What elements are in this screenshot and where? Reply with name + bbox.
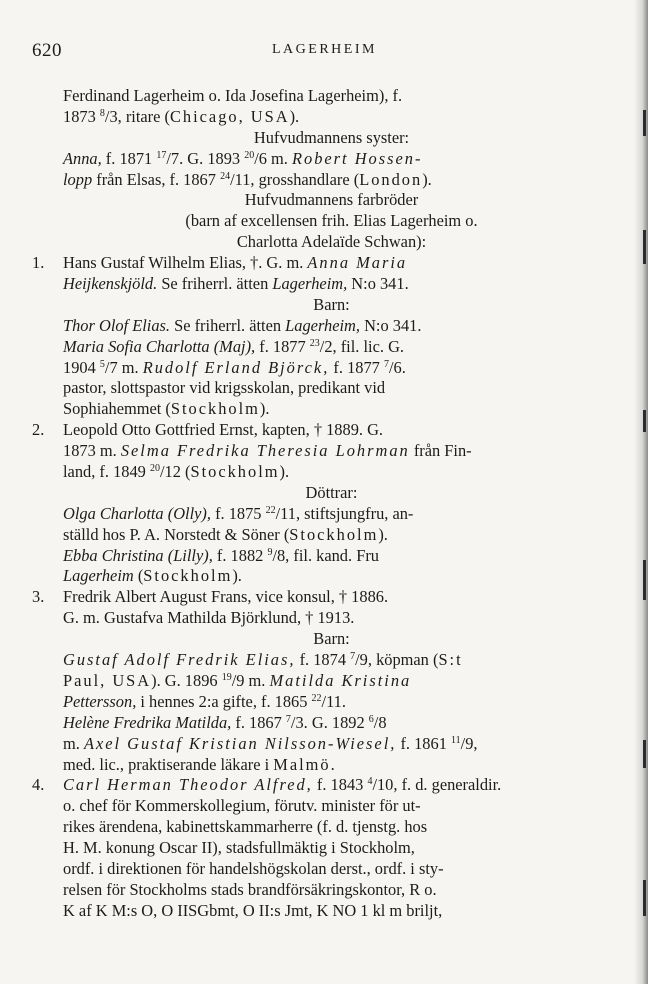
text-segment: Leopold Otto Gottfried Ernst, kapten, † 1889. G. [63,420,384,440]
text-segment: ). [259,399,270,419]
name-italic: Carl Herman Theodor Alfred, [63,775,313,795]
name-italic: Pettersson, [63,691,137,711]
text-line [32,170,600,191]
text-segment: ( [133,566,144,586]
entry-number: 4. [32,775,45,795]
text-segment: 1904 [63,357,100,377]
text-line [32,775,600,796]
text-segment: rikes ärendena, kabinettskammarherre (f. d. tjenstg. hos [63,817,428,837]
text-segment: ställd hos P. A. Norstedt & Söner ( [63,524,290,544]
text-segment: Barn: [313,294,350,314]
name-italic: Matilda Kristina [269,670,412,690]
text-segment: N:o 341. [347,274,409,294]
text-line [32,671,600,692]
text-segment: ). [232,566,242,586]
name-italic: Thor Olof Elias. [63,315,171,335]
text-segment: ordf. i direktionen för handelshögskolan derst., ordf. i sty- [63,858,444,878]
edge-mark [643,230,646,264]
text-line [32,901,600,922]
genealogy-text-body [32,86,600,922]
text-line [32,358,600,379]
date-superscript: 11 [451,734,461,746]
date-superscript: 20 [149,463,160,475]
section-heading-line [32,629,600,650]
date-superscript: 6 [368,713,374,725]
name-italic: Heijkenskjöld. [63,274,158,294]
text-line [32,817,600,838]
edge-mark [643,110,646,136]
text-segment: Se friherrl. ätten [170,315,286,335]
section-heading-line [32,295,600,316]
entry-number: 2. [32,420,45,440]
text-segment: ). G. 1896 [151,670,222,690]
text-segment: Stockholm [190,462,280,482]
name-italic: Anna Maria [307,253,408,273]
text-line [32,859,600,880]
section-heading-line [32,211,600,232]
text-segment: Stockholm [289,524,379,544]
text-segment: f. 1877 [329,357,384,377]
text-line [32,316,600,337]
text-segment: /12 ( [159,462,191,482]
text-segment: f. 1882 [212,545,268,565]
page-number: 620 [32,40,62,61]
text-line [32,274,600,295]
section-heading-line [32,190,600,211]
text-segment: /11. [321,691,346,711]
name-italic: Ebba Christina (Lilly), [63,545,213,565]
name-italic: Olga Charlotta (Olly), [63,503,211,523]
text-line [32,566,600,587]
text-line [32,608,600,629]
text-line [32,420,600,441]
name-italic: Robert Hossen- [292,148,423,168]
text-segment: N:o 341. [360,315,422,335]
text-segment: f. 1861 [396,733,451,753]
text-line [32,796,600,817]
text-segment: K af K M:s O, O IISGbmt, O II:s Jmt, K NO 1 kl m briljt, [63,900,443,920]
text-line [32,504,600,525]
text-line [32,713,600,734]
section-heading-line [32,483,600,504]
text-segment: /7 m. [104,357,143,377]
text-segment: /9, köpman ( [355,650,439,670]
text-segment: Sophiahemmet ( [63,399,171,419]
text-segment: ). [279,462,290,482]
name-italic: Lagerheim, [272,274,348,294]
date-superscript: 8 [99,107,105,119]
text-line [32,587,600,608]
text-line [32,86,600,107]
text-line [32,525,600,546]
edge-mark [643,560,646,600]
date-superscript: 20 [244,149,255,161]
text-segment: Hans Gustaf Wilhelm Elias, †. G. m. [63,253,308,273]
text-segment: Hufvudmannens farbröder [244,190,419,210]
text-segment: 1873 [63,106,100,126]
entry-number: 3. [32,587,45,607]
text-segment: Stockholm [143,566,233,586]
text-segment: /9 m. [231,670,270,690]
text-line [32,149,600,170]
text-segment: /11, grosshandlare ( [230,169,360,189]
date-superscript: 4 [367,776,373,788]
text-segment: f. 1877 [255,336,310,356]
text-segment: . [330,754,335,774]
text-line [32,838,600,859]
text-line [32,462,600,483]
name-italic: Lagerheim [63,566,134,586]
text-line [32,378,600,399]
edge-mark [643,880,646,916]
text-segment: m. [63,733,84,753]
date-superscript: 5 [99,358,105,370]
text-segment: f. 1874 [295,650,351,670]
name-italic: Gustaf Adolf Fredrik Elias, [63,650,296,670]
text-line [32,337,600,358]
text-segment: Hufvudmannens syster: [253,127,410,147]
text-segment: /3. G. 1892 [290,712,369,732]
text-segment: f. 1871 [101,148,157,168]
text-segment: Fredrik Albert August Frans, vice konsul, † 1886. [63,587,389,607]
date-superscript: 22 [311,692,322,704]
text-line [32,441,600,462]
text-segment: /10, f. d. generaldir. [372,775,502,795]
date-superscript: 19 [221,671,232,683]
date-superscript: 22 [265,504,276,516]
text-segment: Barn: [313,629,350,649]
name-italic: Axel Gustaf Kristian Nilsson-Wiesel, [83,733,397,753]
name-italic: Anna, [63,148,102,168]
text-line [32,650,600,671]
text-segment: /6. [388,357,406,377]
date-superscript: 24 [220,170,231,182]
name-italic: Maria Sofia Charlotta (Maj), [63,336,256,356]
text-segment: /9, [460,733,478,753]
text-segment: i hennes 2:a gifte, f. 1865 [136,691,312,711]
page-edge-shadow [634,0,648,984]
text-segment: /6 m. [254,148,292,168]
text-line [32,755,600,776]
text-segment: ). [378,524,388,544]
name-italic: Selma Fredrika Theresia Lohrman [120,441,410,461]
name-italic: Lagerheim, [285,315,360,335]
text-segment: Ferdinand Lagerheim o. Ida Josefina Lagerheim), f. [63,86,403,105]
text-segment: /11, stiftsjungfru, an- [275,503,414,523]
name-italic: Helène Fredrika Matilda, [63,712,232,732]
text-segment: Stockholm [170,399,260,419]
text-segment: pastor, slottspastor vid krigsskolan, predikant vid [63,378,386,398]
date-superscript: 9 [267,546,273,558]
edge-mark [643,740,646,768]
date-superscript: 7 [383,358,389,370]
running-title: LAGERHEIM [272,42,377,57]
text-segment: /7. G. 1893 [166,148,245,168]
text-segment: ). [289,106,300,126]
date-superscript: 17 [156,149,167,161]
date-superscript: 23 [309,337,320,349]
text-segment: Döttrar: [305,482,358,502]
section-heading-line [32,128,600,149]
text-segment: Charlotta Adelaïde Schwan): [236,232,427,252]
date-superscript: 7 [350,651,356,663]
text-segment: H. M. konung Oscar II), stadsfullmäktig i Stockholm, [63,838,415,858]
text-segment: London [359,169,423,189]
edge-mark [643,410,646,432]
text-segment: o. chef för Kommerskollegium, förutv. minister för ut- [63,796,421,816]
text-segment: land, f. 1849 [63,462,150,482]
text-line [32,692,600,713]
text-line [32,253,600,274]
entry-number: 1. [32,253,45,273]
text-segment: /8, fil. kand. Fru [272,545,379,565]
section-heading-line [32,232,600,253]
text-segment: Chicago, USA [169,106,290,126]
name-italic: Rudolf Erland Björck, [142,357,330,377]
text-segment: f. 1867 [231,712,286,732]
text-segment: Malmö [273,754,331,774]
text-segment: (barn af excellensen frih. Elias Lagerheim o. [185,211,478,231]
text-line [32,880,600,901]
text-segment: Se friherrl. ätten [157,274,273,294]
text-segment: 1873 m. [63,441,121,461]
text-segment: /3, ritare ( [104,106,170,126]
text-segment: G. m. Gustafva Mathilda Björklund, † 1913. [63,608,355,628]
text-segment: från Elsas, f. 1867 [92,169,221,189]
text-line [32,399,600,420]
text-line [32,107,600,128]
text-segment: f. 1843 [312,775,368,795]
text-segment: /2, fil. lic. G. [319,336,404,356]
name-italic: lopp [63,169,93,189]
text-line [32,546,600,567]
date-superscript: 7 [285,713,291,725]
text-segment: från Fin- [409,441,472,461]
text-line [32,734,600,755]
text-segment: med. lic., praktiserande läkare i [63,754,274,774]
running-head [32,40,592,62]
text-segment: S:t [438,650,463,670]
text-segment: Paul, USA [63,670,152,690]
text-segment: ). [422,169,432,189]
text-segment: f. 1875 [210,503,266,523]
text-segment: /8 [373,712,387,732]
text-segment: relsen för Stockholms stads brandförsäkringskontor, R o. [63,879,437,899]
